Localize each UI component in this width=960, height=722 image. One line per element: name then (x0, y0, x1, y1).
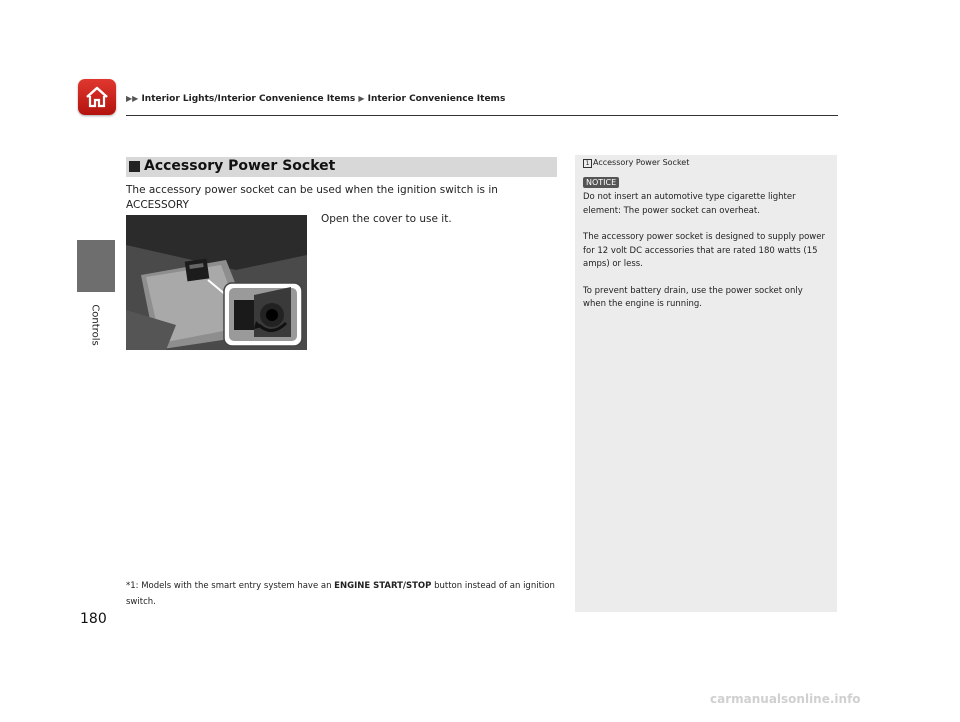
chapter-tab[interactable] (77, 240, 115, 292)
notes-paragraph: The accessory power socket is designed to supply power for 12 volt DC accessories that are rated 180 watts (15 amps) or less. (583, 232, 825, 269)
chapter-label: Controls (89, 304, 101, 346)
notes-body (583, 191, 828, 325)
watermark: carmanualsonline.info (710, 692, 861, 706)
page-number: 180 (80, 611, 107, 627)
footnote-bold: ENGINE START/STOP (334, 581, 432, 591)
breadcrumb-arrow-icon: ▶ (358, 94, 365, 103)
section-square-icon (129, 161, 140, 172)
home-button[interactable] (78, 79, 116, 115)
reference-icon[interactable]: 1 (583, 159, 592, 168)
footnote (126, 578, 560, 610)
breadcrumb (126, 94, 505, 104)
breadcrumb-link-convenience-items[interactable]: Interior Convenience Items (367, 94, 506, 104)
section-title: Accessory Power Socket (144, 158, 336, 174)
section-header (126, 157, 557, 177)
footnote-prefix: *1: Models with the smart entry system have an (126, 581, 335, 591)
home-icon (84, 84, 110, 110)
photo-caption: Open the cover to use it. (321, 213, 452, 225)
power-socket-photo (126, 215, 307, 350)
header-rule (126, 115, 838, 116)
notice-badge: NOTICE (583, 177, 619, 188)
notes-heading-text: Accessory Power Socket (593, 158, 690, 167)
footnote-suffix: button instead of an ignition switch. (126, 581, 555, 607)
notes-paragraph: To prevent battery drain, use the power socket only when the engine is running. (583, 285, 803, 309)
notes-column (575, 155, 837, 612)
body-text-part1: The accessory power socket can be used when the ignition switch is in ACCESSORY (126, 184, 498, 211)
breadcrumb-arrow-icon: ▶▶ (126, 94, 139, 103)
notes-heading (583, 158, 689, 168)
notes-paragraph: Do not insert an automotive type cigarette lighter element: The power socket can overheat. (583, 192, 796, 216)
breadcrumb-link-interior-lights[interactable]: Interior Lights/Interior Convenience Items (141, 94, 356, 104)
